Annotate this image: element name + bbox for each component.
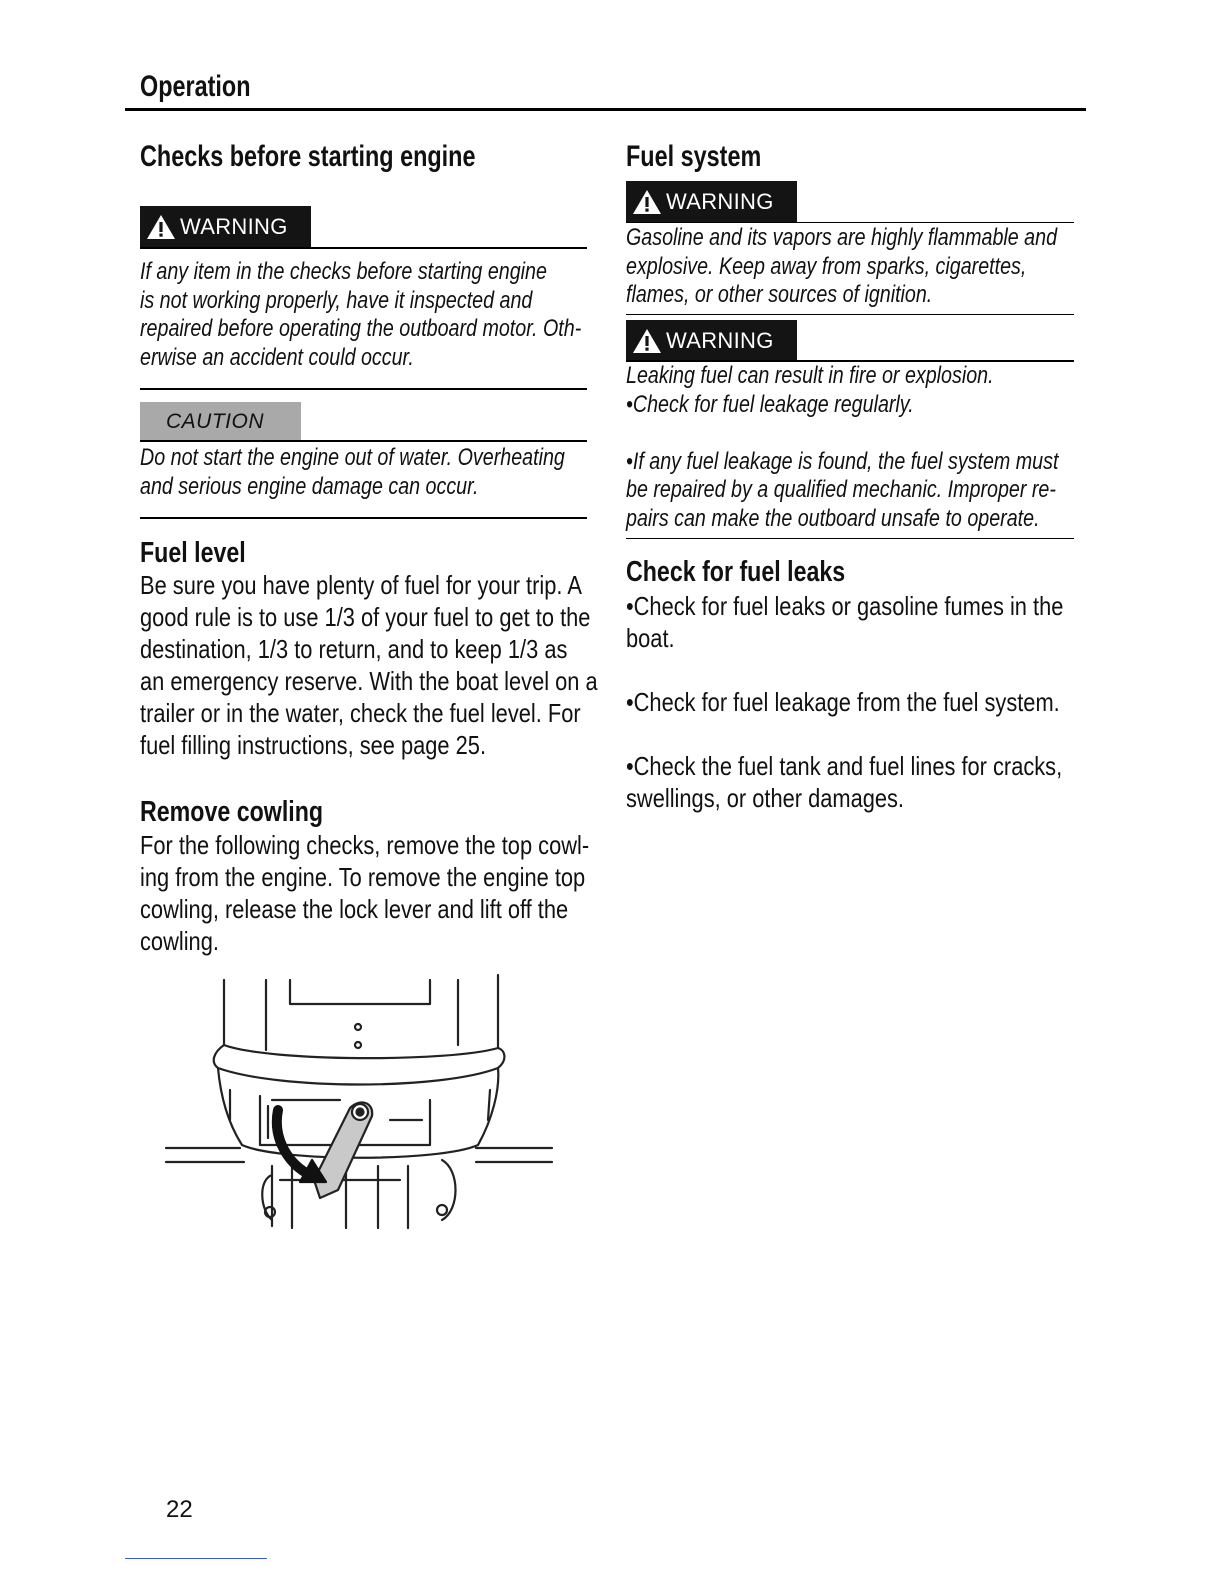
left-title: Checks before starting engine [140,140,476,173]
warning-label: WARNING [666,188,774,214]
fuel-leaks-text: •Check for fuel leaks or gasoline fumes in the boat. •Check for fuel leakage from the fuel system. •Check the fuel tank and fuel lines for cracks, swellings, or other damages. [626,591,1064,813]
warning-rule [140,247,587,249]
warning-label: WARNING [666,327,774,353]
right-warning-text-2: Leaking fuel can result in fire or explosion. •Check for fuel leakage regularly. •If any fuel leakage is found, the fuel system must be repaired by a qualified mechanic. Improper re- pairs can make the outboard unsafe to operate. [626,362,1059,532]
footer-rule [125,1558,267,1559]
fuel-leaks-heading: Check for fuel leaks [626,556,846,588]
left-warning-text: If any item in the checks before starting engine is not working properly, have it inspected and repaired before operating the outboard motor. Oth- erwise an accident could occur. [140,258,582,371]
warning-end-rule [626,538,1074,539]
caution-rule [140,440,587,442]
right-warning-text-1: Gasoline and its vapors are highly flammable and explosive. Keep away from sparks, cigarettes, flames, or other sources of ignition. [626,224,1058,308]
fuel-level-heading: Fuel level [140,537,246,569]
warning-end-rule [626,314,1074,315]
cowling-lock-lever-illustration [160,970,560,1235]
warning-triangle-icon [146,214,176,240]
caution-banner [140,402,301,441]
caution-text: Do not start the engine out of water. Overheating and serious engine damage can occur. [140,444,565,500]
warning-triangle-icon [632,328,662,354]
warning-triangle-icon [632,189,662,215]
right-warning-banner-1 [626,181,797,222]
warning-end-rule [140,388,587,390]
right-title: Fuel system [626,140,762,173]
warning-rule [626,222,1074,223]
caution-end-rule [140,517,587,519]
fuel-level-text: Be sure you have plenty of fuel for your trip. A good rule is to use 1/3 of your fuel to get to the destination, 1/3 to return, and to keep 1/3 as an emergency reserve. With the boat level on a trailer or in the water, check the fuel level. For fuel filling instructions, see page 25. [140,570,598,760]
header-rule [125,108,1086,111]
right-warning-banner-2 [626,320,797,361]
remove-cowling-text: For the following checks, remove the top cowl- ing from the engine. To remove the engine top cowling, release the lock lever and lift off the cowling. [140,830,590,956]
section-title: Operation [140,70,251,103]
remove-cowling-heading: Remove cowling [140,796,324,828]
warning-label: WARNING [180,213,288,239]
caution-label: CAUTION [166,409,264,433]
left-warning-banner [140,206,311,247]
page-number: 22 [166,1496,193,1523]
